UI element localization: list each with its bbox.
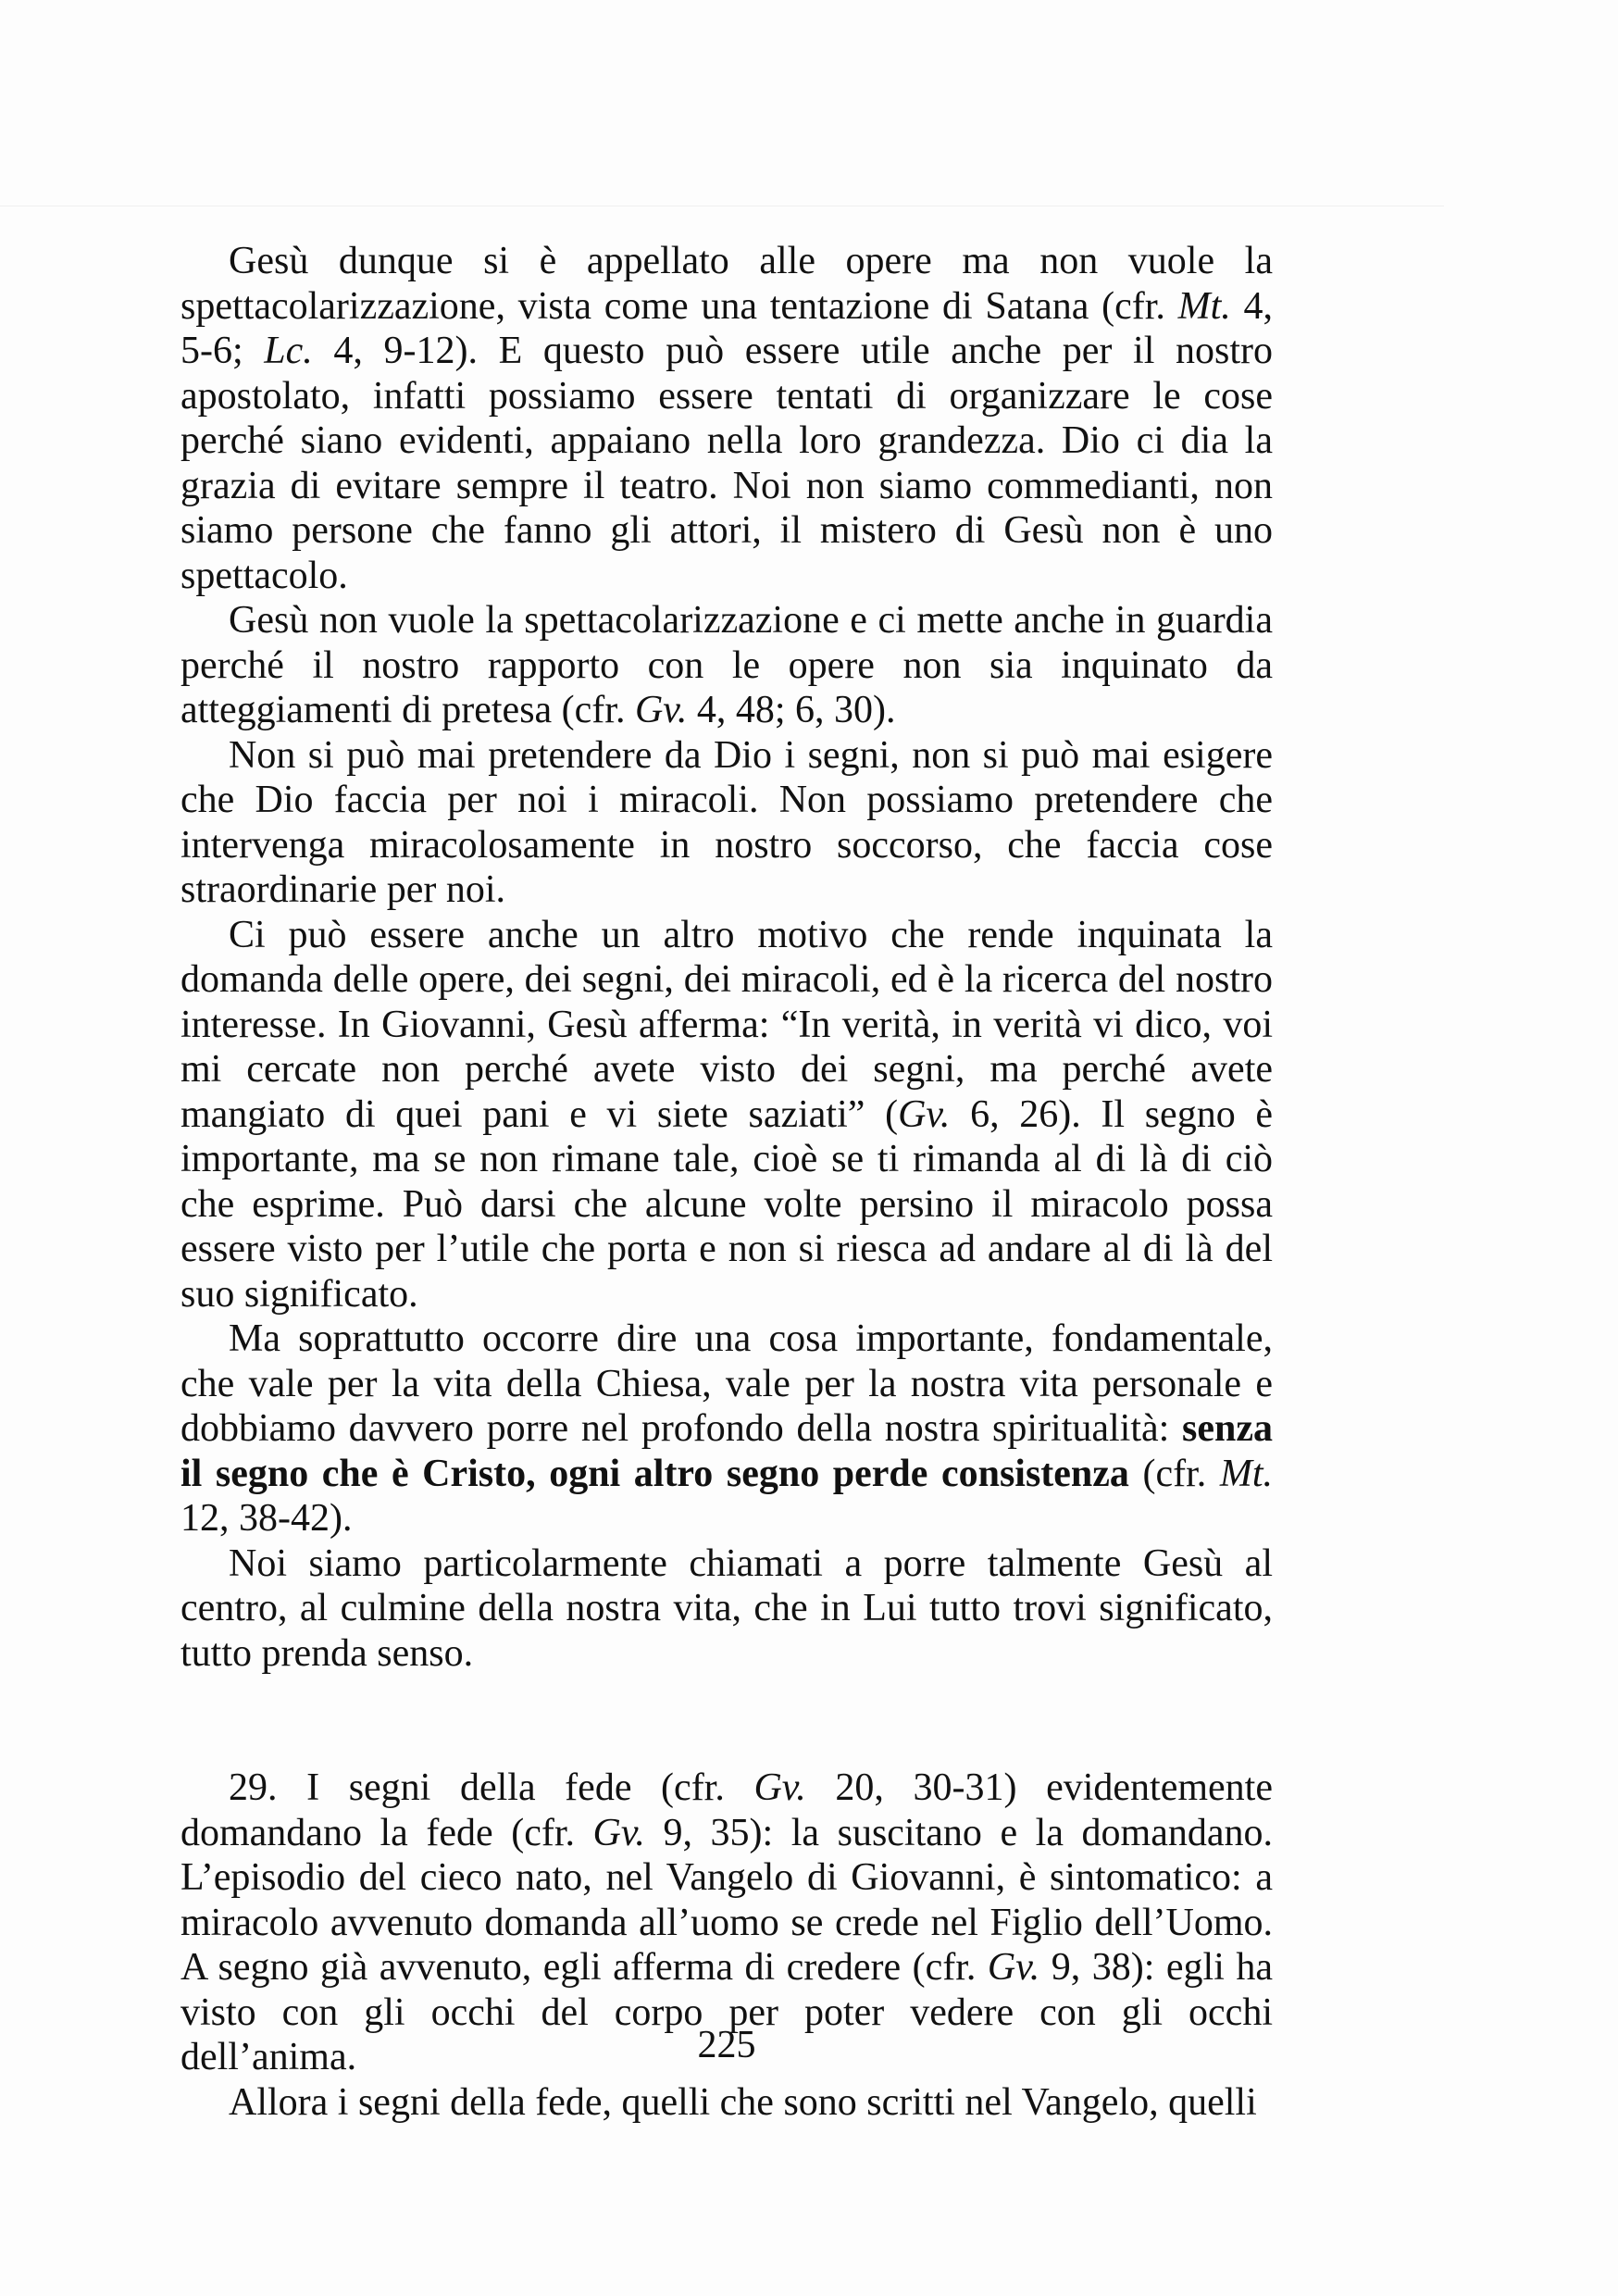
- text-run: 20, 30-31) evidentemente domandano la fede (cfr.: [180, 1766, 1273, 1854]
- citation-abbreviation: Gv.: [753, 1766, 806, 1809]
- text-run: Ci può essere anche un altro motivo che rende inquinata la domanda delle opere, dei segni, dei miracoli, ed è la ricerca del nostro interesse. In Giovanni, Gesù afferma: “In verità, in verità vi dico, voi mi cercate non perché avete visto dei segni, ma perché avete mangiato di quei pani e vi siete saziati” (: [180, 913, 1273, 1136]
- paragraph: [180, 239, 1273, 598]
- text-run: 29. I segni della fede (cfr.: [229, 1766, 754, 1809]
- text-run: Noi siamo particolarmente chiamati a porre talmente Gesù al centro, al culmine della nostra vita, che in Lui tutto trovi significato, tutto prenda senso.: [180, 1541, 1273, 1675]
- text-run: Gesù dunque si è appellato alle opere ma non vuole la spettacolarizzazione, vista come una tentazione di Satana (cfr.: [180, 240, 1273, 328]
- paragraph: [180, 2080, 1273, 2126]
- body-text: [180, 239, 1273, 2125]
- text-run: Gesù non vuole la spettacolarizzazione e ci mette anche in guardia perché il nostro rapporto con le opere non sia inquinato da atteggiamenti di pretesa (cfr.: [180, 599, 1273, 731]
- paragraph: [180, 1316, 1273, 1541]
- citation-abbreviation: Gv.: [592, 1811, 645, 1854]
- paragraph: [180, 913, 1273, 1317]
- paragraph: [180, 1541, 1273, 1677]
- text-run: Allora i segni della fede, quelli che sono scritti nel Vangelo, quelli: [229, 2080, 1257, 2124]
- text-run: (cfr.: [1128, 1452, 1220, 1495]
- text-run: 6, 26). Il segno è importante, ma se non rimane tale, cioè se ti rimanda al di là di ciò che esprime. Può darsi che alcune volte persino il miracolo possa essere visto per l’utile che porta e non si riesca ad andare al di là del suo significato.: [180, 1092, 1273, 1316]
- citation-abbreviation: Gv.: [898, 1092, 951, 1136]
- page-number: 225: [697, 2024, 756, 2066]
- text-run: 4, 48; 6, 30).: [687, 689, 896, 731]
- text-run: 12, 38-42).: [180, 1497, 353, 1540]
- text-run: Ma soprattutto occorre dire una cosa importante, fondamentale, che vale per la vita della Chiesa, vale per la nostra vita personale e dobbiamo davvero porre nel profondo della nostra spiritualità:: [180, 1317, 1273, 1450]
- text-run: 9, 35): la suscitano e la domandano. L’episodio del cieco nato, nel Vangelo di Giovanni, è sintomatico: a miracolo avvenuto domanda all’uomo se crede nel Figlio dell’Uomo. A segno già avvenuto, egli afferma di credere (cfr.: [180, 1811, 1273, 1989]
- text-run: 4, 9-12). E questo può essere utile anche per il nostro apostolato, infatti possiamo essere tentati di organizzare le cose perché siano evidenti, appaiano nella loro grandezza. Dio ci dia la grazia di evitare sempre il teatro. Noi non siamo commedianti, non siamo persone che fanno gli attori, il mistero di Gesù non è uno spettacolo.: [180, 330, 1273, 597]
- paragraph: [180, 598, 1273, 733]
- text-run: 4, 5-6;: [180, 284, 1274, 372]
- citation-abbreviation: Lc.: [264, 330, 313, 372]
- citation-abbreviation: Mt.: [1177, 284, 1231, 328]
- paragraph: [180, 733, 1273, 913]
- text-run: Non si può mai pretendere da Dio i segni, non si può mai esigere che Dio faccia per noi i miracoli. Non possiamo pretendere che intervenga miracolosamente in nostro soccorso, che faccia cose straordinarie per noi.: [180, 733, 1273, 911]
- text-run: 9, 38): egli ha visto con gli occhi del corpo per poter vedere con gli occhi dell’anima.: [180, 1946, 1274, 2078]
- emphasis-text: senza il segno che è Cristo, ogni altro segno perde consistenza: [180, 1407, 1273, 1495]
- citation-abbreviation: Gv.: [634, 689, 688, 731]
- citation-abbreviation: Mt.: [1219, 1452, 1273, 1495]
- citation-abbreviation: Gv.: [987, 1946, 1040, 1989]
